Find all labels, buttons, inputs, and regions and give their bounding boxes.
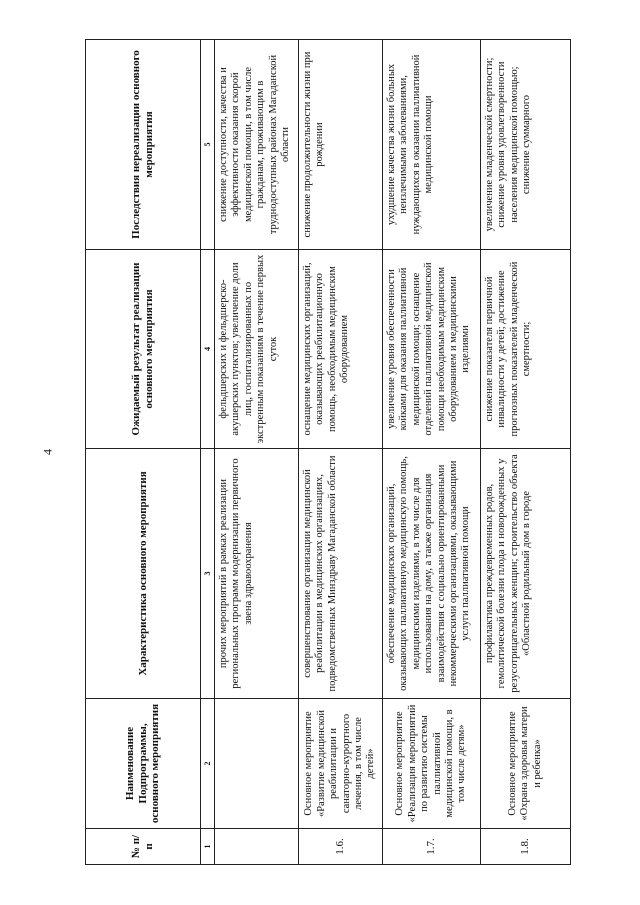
row-characteristic: прочих мероприятий в рамках реализации региональных программ модернизации первичного звена здравоохранения	[215, 449, 299, 699]
row-name	[215, 699, 299, 829]
header-name: Наименование Подпрограммы, основного мероприятия	[86, 699, 201, 829]
row-result: снижение показателя первичной инвалидности у детей; достижение прогнозных показателей младенческой смертности;	[481, 250, 571, 449]
header-row	[86, 40, 201, 865]
row-result: фельдшерских и фельдшерско-акушерских пунктов; увеличение доли лиц, госпитализированных по экстренным показаниям в течение первых суток	[215, 250, 299, 449]
row-num: 1.7.	[383, 829, 481, 865]
col-number: 1	[201, 829, 215, 865]
column-number-row	[201, 40, 215, 865]
row-result: увеличение уровня обеспеченности койками для оказания паллиативной медицинской помощи; оснащение отделений паллиативной медицинской помощи необходимым медицинским оборудованием и медицинскими изделиями	[383, 250, 481, 449]
page-number: 4	[40, 449, 55, 455]
row-result: оснащение медицинских организаций, оказывающих реабилитационную помощь, необходимым медицинским оборудованием	[299, 250, 383, 449]
row-consequences: ухудшение качества жизни больных неизлечимыми заболеваниями, нуждающихся в оказании паллиативной медицинской помощи	[383, 40, 481, 250]
row-num: 1.6.	[299, 829, 383, 865]
col-number: 4	[201, 250, 215, 449]
col-number: 3	[201, 449, 215, 699]
row-characteristic: совершенствование организации медицинской реабилитации в медицинских организациях, подведомственных Минздраву Магаданской области	[299, 449, 383, 699]
row-characteristic: профилактика преждевременных родов, гемолитической болезни плода и новорожденных у резусотрицательных женщин; строительство объекта «Областной родильный дом в городе	[481, 449, 571, 699]
row-consequences: снижение продолжительности жизни при рождении	[299, 40, 383, 250]
header-result: Ожидаемый результат реализации основного мероприятия	[86, 250, 201, 449]
table-row	[215, 40, 299, 865]
header-num: № п/п	[86, 829, 201, 865]
col-number: 2	[201, 699, 215, 829]
row-name: Основное мероприятие «Развитие медицинской реабилитации и санаторно-курортного лечения, в том числе детей»	[299, 699, 383, 829]
row-name: Основное мероприятие «Охрана здоровья матери и ребенка»	[481, 699, 571, 829]
row-consequences: увеличение младенческой смертности; снижение уровня удовлетворенности населения медицинской помощью; снижение суммарного	[481, 40, 571, 250]
activities-table	[85, 39, 571, 865]
table-row	[383, 40, 481, 865]
header-characteristic: Характеристика основного мероприятия	[86, 449, 201, 699]
row-num	[215, 829, 299, 865]
header-consequences: Последствия нереализации основного мероприятия	[86, 40, 201, 250]
row-name: Основное мероприятие «Реализация мероприятий по развитию системы паллиативной медицинской помощи, в том числе детям»	[383, 699, 481, 829]
table-row	[481, 40, 571, 865]
row-characteristic: обеспечение медицинских организаций, оказывающих паллиативную медицинскую помощь, медицинскими изделиями, в том числе для использования на дому, а также организация взаимодействия с социально ориентированными некоммерческими организациями, оказывающими услуги паллиативной помощи	[383, 449, 481, 699]
table-row	[299, 40, 383, 865]
row-consequences: снижение доступности, качества и эффективности оказания скорой медицинской помощи, в том числе гражданам, проживающим в труднодоступных районах Магаданской области	[215, 40, 299, 250]
row-num: 1.8.	[481, 829, 571, 865]
col-number: 5	[201, 40, 215, 250]
rotated-table-container	[85, 40, 570, 865]
